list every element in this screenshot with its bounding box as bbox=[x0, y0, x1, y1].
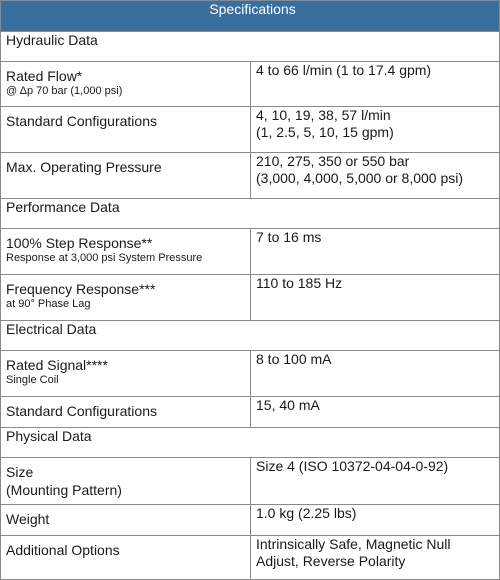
spec-value: 1.0 kg (2.25 lbs) bbox=[256, 505, 357, 521]
section-row bbox=[1, 199, 500, 229]
spec-label-cell bbox=[1, 536, 251, 580]
table-row bbox=[1, 107, 500, 153]
table-row bbox=[1, 536, 500, 580]
spec-value-cell bbox=[251, 351, 500, 397]
section-row bbox=[1, 321, 500, 351]
table-row bbox=[1, 275, 500, 321]
spec-sublabel: Single Coil bbox=[6, 374, 59, 386]
spec-value-cell bbox=[251, 275, 500, 321]
table-row bbox=[1, 62, 500, 107]
spec-value-cell bbox=[251, 458, 500, 505]
table-row bbox=[1, 229, 500, 275]
spec-sublabel: Response at 3,000 psi System Pressure bbox=[6, 252, 203, 264]
spec-value: 4, 10, 19, 38, 57 l/min bbox=[256, 107, 391, 123]
section-heading: Performance Data bbox=[1, 199, 500, 229]
spec-value: (3,000, 4,000, 5,000 or 8,000 psi) bbox=[256, 170, 464, 186]
spec-value-cell bbox=[251, 62, 500, 107]
spec-label-line2: (Mounting Pattern) bbox=[6, 482, 122, 498]
spec-label-cell bbox=[1, 458, 251, 505]
table-row bbox=[1, 458, 500, 505]
spec-label-cell bbox=[1, 505, 251, 536]
spec-label-cell bbox=[1, 153, 251, 199]
spec-value: 15, 40 mA bbox=[256, 397, 320, 413]
spec-label: Rated Signal**** bbox=[6, 357, 108, 373]
spec-label-cell bbox=[1, 275, 251, 321]
spec-value: 4 to 66 l/min (1 to 17.4 gpm) bbox=[256, 62, 432, 78]
spec-label: Standard Configurations bbox=[6, 403, 157, 419]
table-row bbox=[1, 505, 500, 536]
table-body bbox=[1, 32, 500, 580]
section-heading: Physical Data bbox=[1, 428, 500, 458]
spec-value: 7 to 16 ms bbox=[256, 229, 322, 245]
spec-value: 110 to 185 Hz bbox=[256, 275, 343, 291]
spec-label-cell bbox=[1, 107, 251, 153]
spec-value-cell bbox=[251, 397, 500, 428]
spec-value: Adjust, Reverse Polarity bbox=[256, 553, 406, 569]
table-row bbox=[1, 397, 500, 428]
spec-value-cell bbox=[251, 229, 500, 275]
spec-value-cell bbox=[251, 536, 500, 580]
spec-value-cell bbox=[251, 153, 500, 199]
spec-value: 210, 275, 350 or 550 bar bbox=[256, 153, 410, 169]
section-row bbox=[1, 32, 500, 62]
spec-value: Size 4 (ISO 10372-04-04-0-92) bbox=[256, 458, 449, 474]
spec-value: Intrinsically Safe, Magnetic Null bbox=[256, 536, 451, 552]
spec-sublabel: @ Δp 70 bar (1,000 psi) bbox=[6, 85, 123, 97]
table-row bbox=[1, 351, 500, 397]
spec-value-cell bbox=[251, 107, 500, 153]
spec-value: 8 to 100 mA bbox=[256, 351, 332, 367]
spec-value: (1, 2.5, 5, 10, 15 gpm) bbox=[256, 124, 394, 140]
spec-label: 100% Step Response** bbox=[6, 235, 153, 251]
spec-label: Size bbox=[6, 464, 34, 480]
table-row bbox=[1, 153, 500, 199]
spec-label-cell bbox=[1, 229, 251, 275]
section-heading: Electrical Data bbox=[1, 321, 500, 351]
spec-label: Max. Operating Pressure bbox=[6, 159, 162, 175]
spec-label: Weight bbox=[6, 511, 50, 527]
spec-sublabel: at 90° Phase Lag bbox=[6, 298, 91, 310]
spec-label-cell bbox=[1, 62, 251, 107]
spec-label: Frequency Response*** bbox=[6, 281, 156, 297]
spec-label: Standard Configurations bbox=[6, 113, 157, 129]
section-heading: Hydraulic Data bbox=[1, 32, 500, 62]
table-title: Specifications bbox=[1, 1, 500, 32]
spec-value-cell bbox=[251, 505, 500, 536]
spec-label: Rated Flow* bbox=[6, 68, 83, 84]
spec-label: Additional Options bbox=[6, 542, 120, 558]
spec-label-cell bbox=[1, 397, 251, 428]
spec-label-cell bbox=[1, 351, 251, 397]
section-row bbox=[1, 428, 500, 458]
